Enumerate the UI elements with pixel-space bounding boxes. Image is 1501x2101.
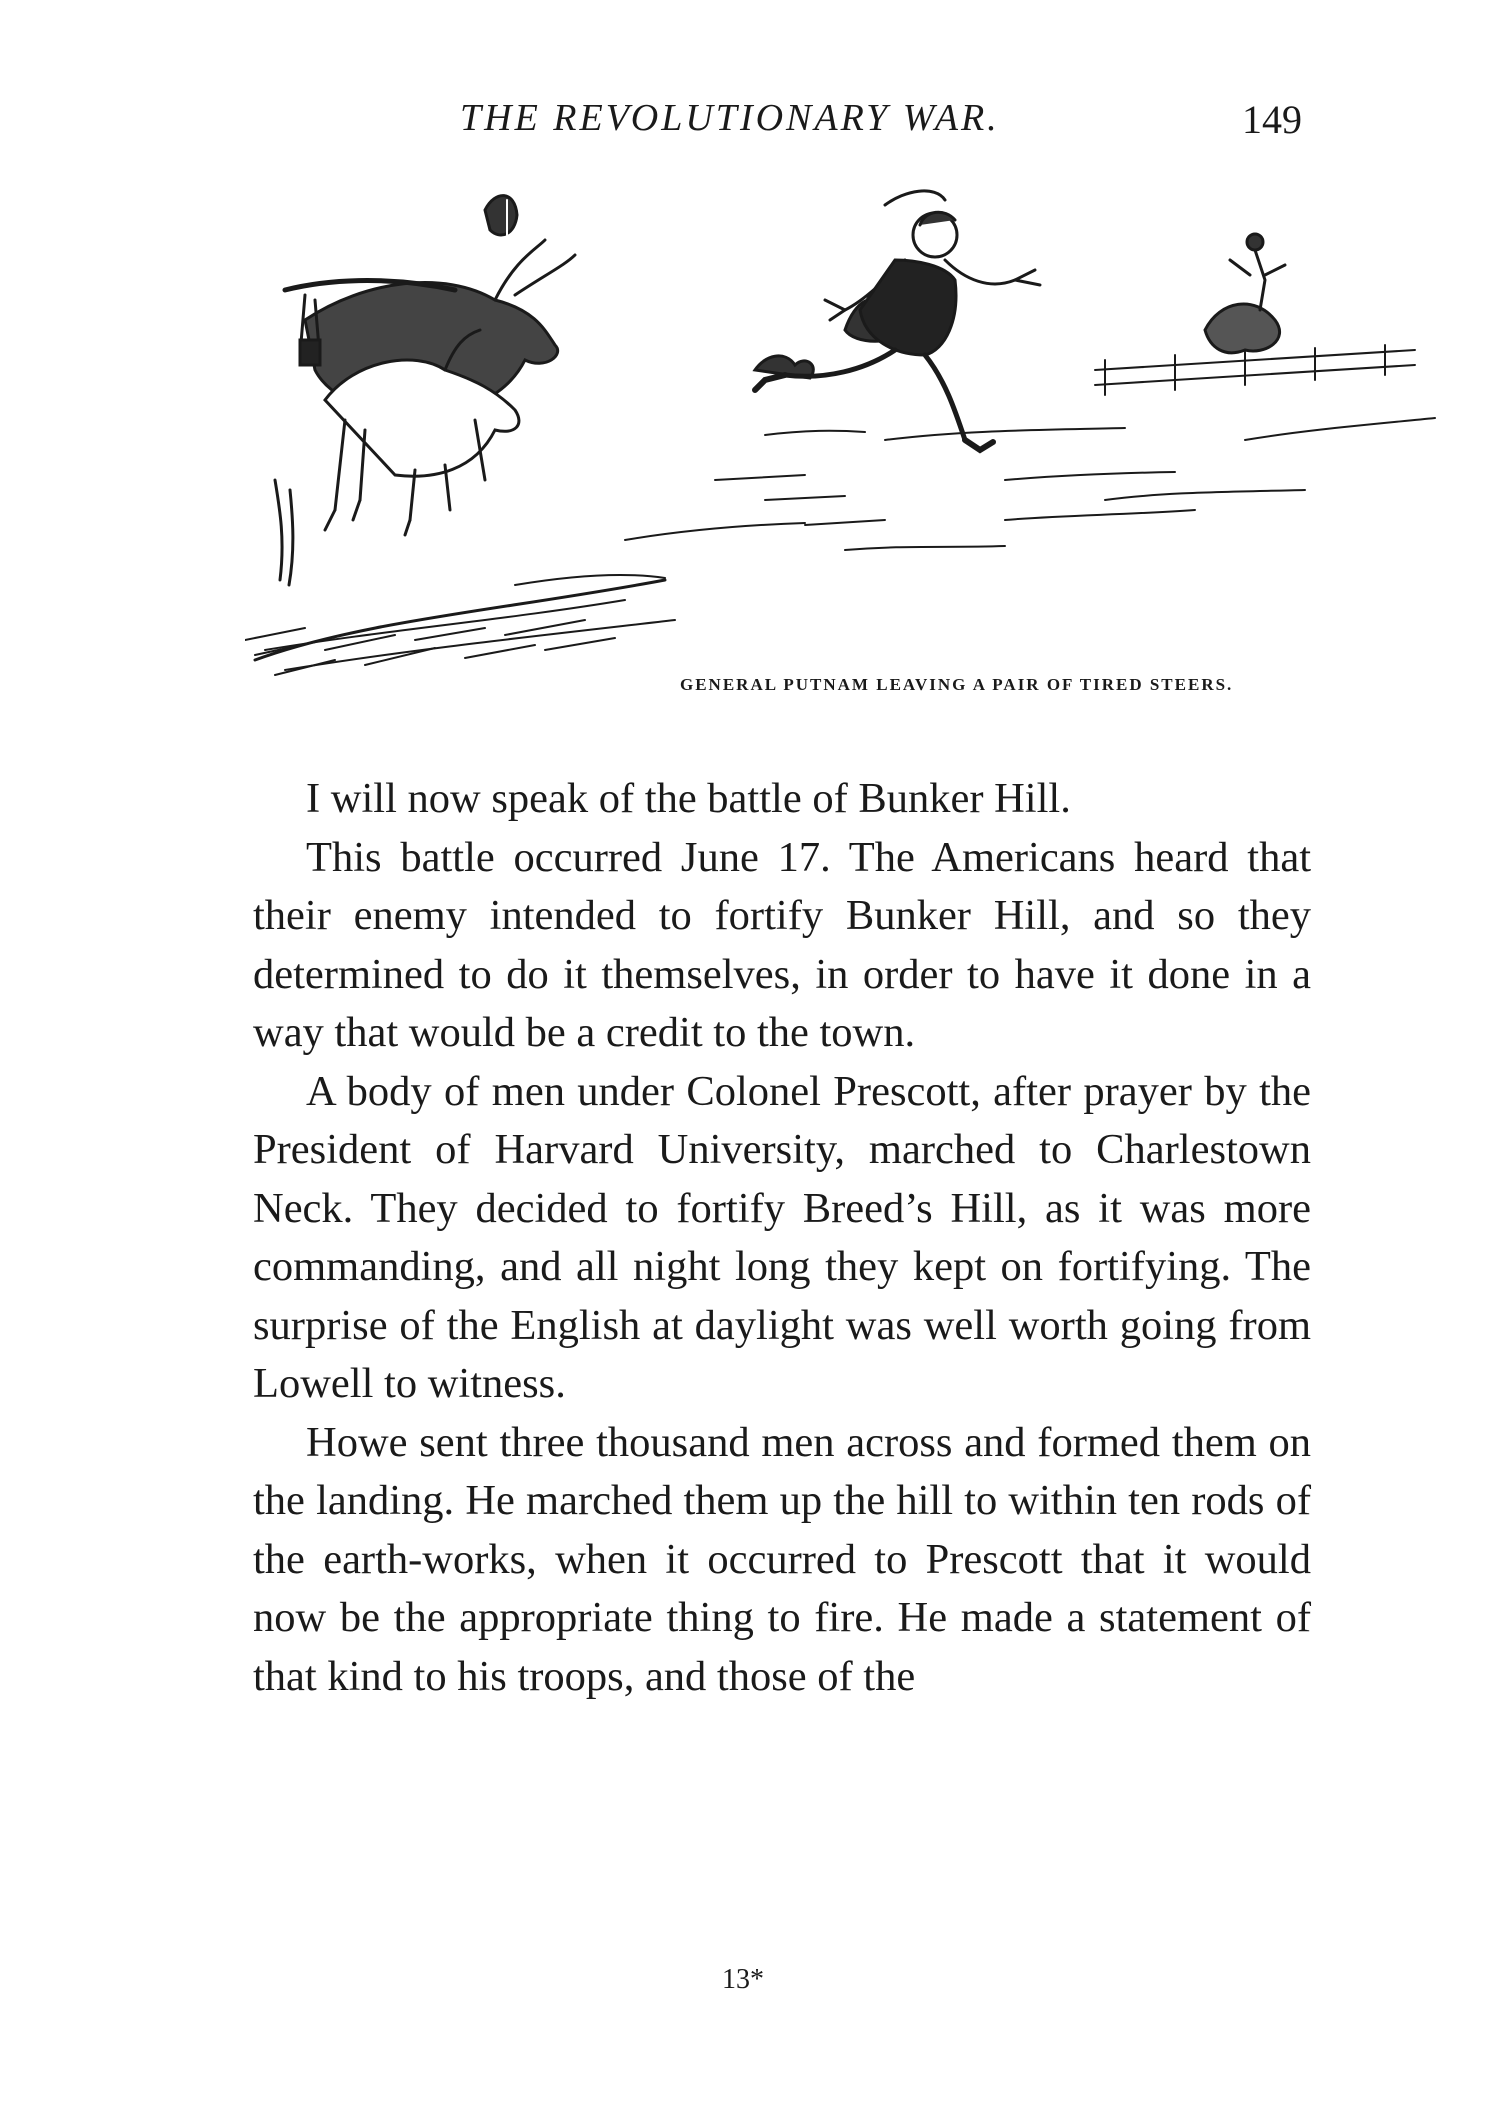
paragraph: A body of men under Colonel Prescott, after prayer by the President of Harvard University, marched to Charlestown Neck. They decided to fortify Breed’s Hill, as it was more commanding, and all night long they kept on fortifying. The surprise of the English at daylight was well worth going from Lowell to witness. [253,1067,1311,1407]
running-head: THE REVOLUTIONARY WAR. [460,97,1000,139]
page-number: 149 [1242,97,1302,142]
paragraph: This battle occurred June 17. The Americans heard that their enemy intended to fortify Bunker Hill, and so they determined to do it themselves, in order to have it done in a way that would be a credit to the town. [253,833,1311,1056]
signature-mark: 13* [722,1964,764,1995]
paragraph: Howe sent three thousand men across and formed them on the landing. He marched them up the hill to within ten rods of the earth-works, when it occurred to Prescott that it would now be the appropriate thing to fire. He made a statement of that kind to his troops, and those of the [253,1418,1311,1700]
line-drawing [245,180,1445,700]
illustration-caption: GENERAL PUTNAM LEAVING A PAIR OF TIRED STEERS. [680,675,1234,694]
paragraph: I will now speak of the battle of Bunker Hill. [306,775,1071,822]
body-text [253,770,1311,1706]
illustration-putnam-steers [245,180,1445,700]
